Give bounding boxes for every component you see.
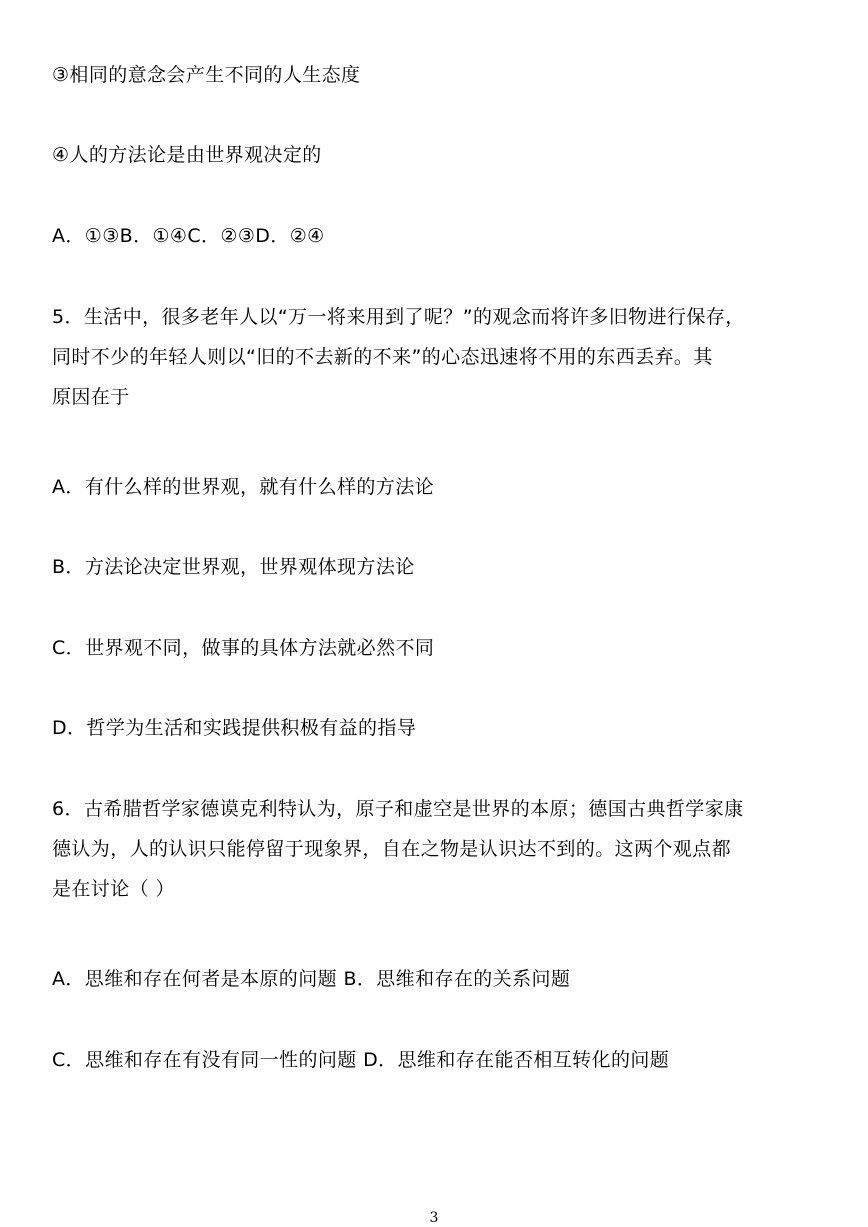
q6-stem xyxy=(52,789,822,909)
q6-choices-cd: C．思维和存在有没有同一性的问题 D．思维和存在能否相互转化的问题 xyxy=(52,1049,670,1071)
q5-choice-c: C．世界观不同，做事的具体方法就必然不同 xyxy=(52,637,435,659)
q5-choice-b: B．方法论决定世界观，世界观体现方法论 xyxy=(52,556,415,578)
q5-stem xyxy=(52,297,822,417)
q5-stem-line: 5．生活中，很多老年人以“万一将来用到了呢？”的观念而将许多旧物进行保存， xyxy=(52,306,745,328)
q6-stem-line: 德认为，人的认识只能停留于现象界，自在之物是认识达不到的。这两个观点都 xyxy=(52,838,732,860)
q5-stem-line: 同时不少的年轻人则以“旧的不去新的不来”的心态迅速将不用的东西丢弃。其 xyxy=(52,346,713,368)
q5-choice-d: D．哲学为生活和实践提供积极有益的指导 xyxy=(52,717,417,739)
page-number: 3 xyxy=(429,1210,439,1226)
q4-answer-choices: A．①③B．①④C．②③D．②④ xyxy=(52,225,325,247)
q4-option-3: ③相同的意念会产生不同的人生态度 xyxy=(52,64,361,86)
q4-option-4: ④人的方法论是由世界观决定的 xyxy=(52,144,322,166)
q6-choices-ab: A．思维和存在何者是本原的问题 B．思维和存在的关系问题 xyxy=(52,968,571,990)
q6-stem-line: 是在讨论（ ） xyxy=(52,878,175,900)
q5-stem-line: 原因在于 xyxy=(52,386,130,408)
q6-stem-line: 6．古希腊哲学家德谟克利特认为，原子和虚空是世界的本原；德国古典哲学家康 xyxy=(52,798,744,820)
q5-choice-a: A．有什么样的世界观，就有什么样的方法论 xyxy=(52,476,434,498)
